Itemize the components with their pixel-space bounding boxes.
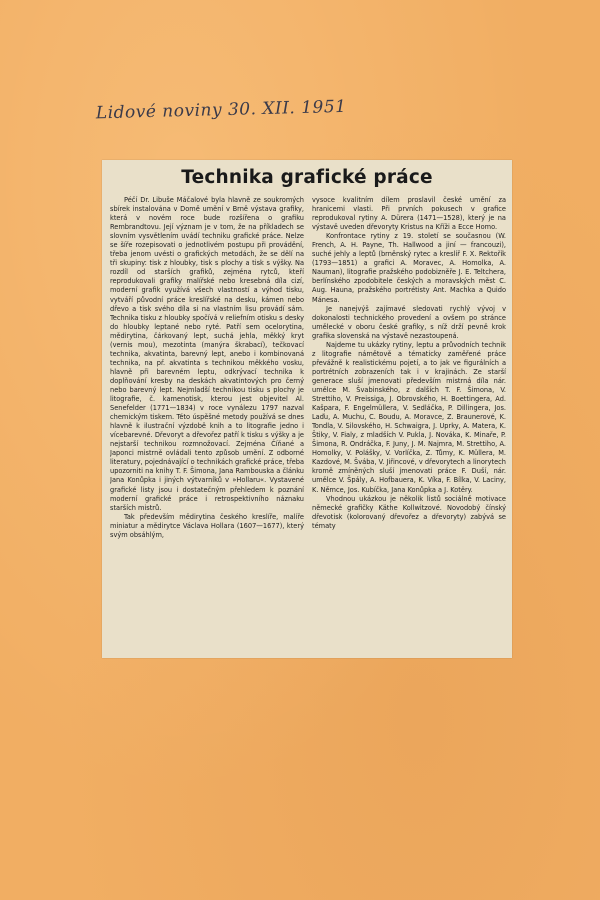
article-body <box>110 195 506 654</box>
paragraph: Tak především mědirytina českého kreslíře, malíře miniatur a mědirytce Václava Hollara (1607—1677), který svým obsáhlým, <box>110 511 304 539</box>
paragraph: Vhodnou ukázkou je několik listů sociálně motivace německé grafičky Käthe Kollwitzové. Novodobý čínský dřevotisk (kolorovaný dřevořez a dřevoryty) zabývá se tématy <box>312 493 506 530</box>
paragraph: vysoce kvalitním dílem proslavil české umění za hranicemi vlasti. Při prvních pokusech v grafice reprodukoval rytiny A. Dürera (1471—1528), který je na výstavě uveden dřevoryty Kristus na Kříži a Ecce Homo. <box>312 195 506 232</box>
article-column-2 <box>312 195 506 654</box>
handwritten-note: Lidové noviny 30. XII. 1951 <box>95 96 347 124</box>
newspaper-clipping <box>102 160 512 658</box>
article-column-1 <box>110 195 304 654</box>
paragraph: Péčí Dr. Libuše Máčalové byla hlavně ze soukromých sbírek instalována v Domě umění v Brně výstava grafiky, která v novém roce bude rozšířena o grafiku Rembrandtovu. Její význam je v tom, že na příkladech se slovním vysvětlením uvádí techniku grafické práce. Nelze se šíře rozepisovati o jednotlivém postupu při provádění, třeba jenom uvésti o grafických metodách, že se dělí na tři skupiny: tisk z hloubky, tisk s plochy a tisk s výšky. Na rozdíl od starších grafiků, zejména rytců, kteří reprodukovali grafiky malířské nebo kresebná díla cizí, moderní grafik využívá všech vlastností a výhod tisku, vytváří původní práce kreslířské na desku, kámen nebo dřevo a tisk svého díla si na vlastním lisu provádí sám. Technika tisku z hloubky spočívá v reliefním otisku s desky do hloubky leptané nebo ryté. Patří sem ocelorytina, mědirytina, čárkovaný lept, suchá jehla, měkký kryt (vernis mou), mezotinta (manýra škrabací), tečkovací technika, akvatinta, barevný lept, anebo i kombinovaná technika, na př. akvatinta s technikou měkkého vosku, hlavně při barevném leptu, odkrývací technika k doplňování kresby na deskách akvatintových pro černý nebo barevný lept. Nejmladší technikou tisku s plochy je litografie, č. kamenotisk, kterou jest objevitel Al. Senefelder (1771—1834) v roce vynálezu 1797 nazval chemickým tiskem. Této úspěšné metody používá se dnes hlavně k ilustrační výzdobě knih a to litografie jedno i vícebarevné. Dřevoryt a dřevořez patří k tisku s výšky a je nejstarší technikou rozmnožovací. Zejména Číňané a Japonci mistrně ovládali tento způsob umění. Z odborné literatury, pojednávající o technikách grafické práce, třeba upozorniti na knihy T. F. Šimona, Jana Rambouska a článku Jana Konůpka i jiných výtvarníků v »Hollaru«. Vystavené grafické listy jsou i dostatečným přehledem k poznání moderní grafické práce i retrospektivního náznaku starších mistrů. <box>110 195 304 512</box>
paragraph: Konfrontace rytiny z 19. století se současnou (W. French, A. H. Payne, Th. Hallwood a jiní — francouzi), suché jehly a leptů (brněnský rytec a kreslíř F. X. Rektořík (1793—1851) a grafici A. Moravec, A. Homolka, A. Nauman), litografie pražského podobizněře J. E. Teltchera, berlínského zpodobitele českých a moravských měst C. Aug. Hauna, pražského portrétisty Ant. Machka a Quido Mánesa. <box>312 231 506 304</box>
article-title: Technika grafické práce <box>181 167 433 188</box>
paragraph: Najdeme tu ukázky rytiny, leptu a průvodních technik z litografie námětově a tématicky zaměřené práce převážně k realistickému pojetí, a to jak ve figurálních a portrétních zobrazeních tak i v krajinách. Ze starší generace sluší jmenovati především mistrná díla nár. umělce M. Švabinského, z dalších T. F. Šimona, V. Strettiho, V. Preissiga, J. Obrovského, H. Boettingera, Ad. Kašpara, F. Engelmüllera, V. Sedláčka, P. Dillingera, Jos. Laďu, A. Muchu, C. Boudu, A. Moravce, Z. Braunerové, K. Tondla, V. Silovského, H. Schwaigra, J. Uprky, A. Matera, K. Štiky, V. Fialy, z mladších V. Pukla, J. Nováka, K. Minaře, P. Šimona, R. Ondráčka, F. Juny, J. M. Najmra, M. Strettiho, A. Homolky, V. Polášky, V. Vorlíčka, Z. Tůmy, K. Müllera, M. Kazdové, M. Švába, V. Jiřincové, v dřevorytech a linorytech kromě zmíněných sluší jmenovati práce F. Duší, nár. umělce V. Špály, A. Hofbauera, K. Víka, F. Bílka, V. Laciny, K. Němce, Jos. Kubíčka, Jana Konůpka a J. Kotěry. <box>312 339 506 494</box>
paragraph: Je nanejvýš zajímavé sledovati rychlý vývoj v dokonalosti technického provedení a ovšem po stránce umělecké v oboru české grafiky, s níž drží pevně krok grafika slovenská na výstavě nezastoupená. <box>312 303 506 340</box>
